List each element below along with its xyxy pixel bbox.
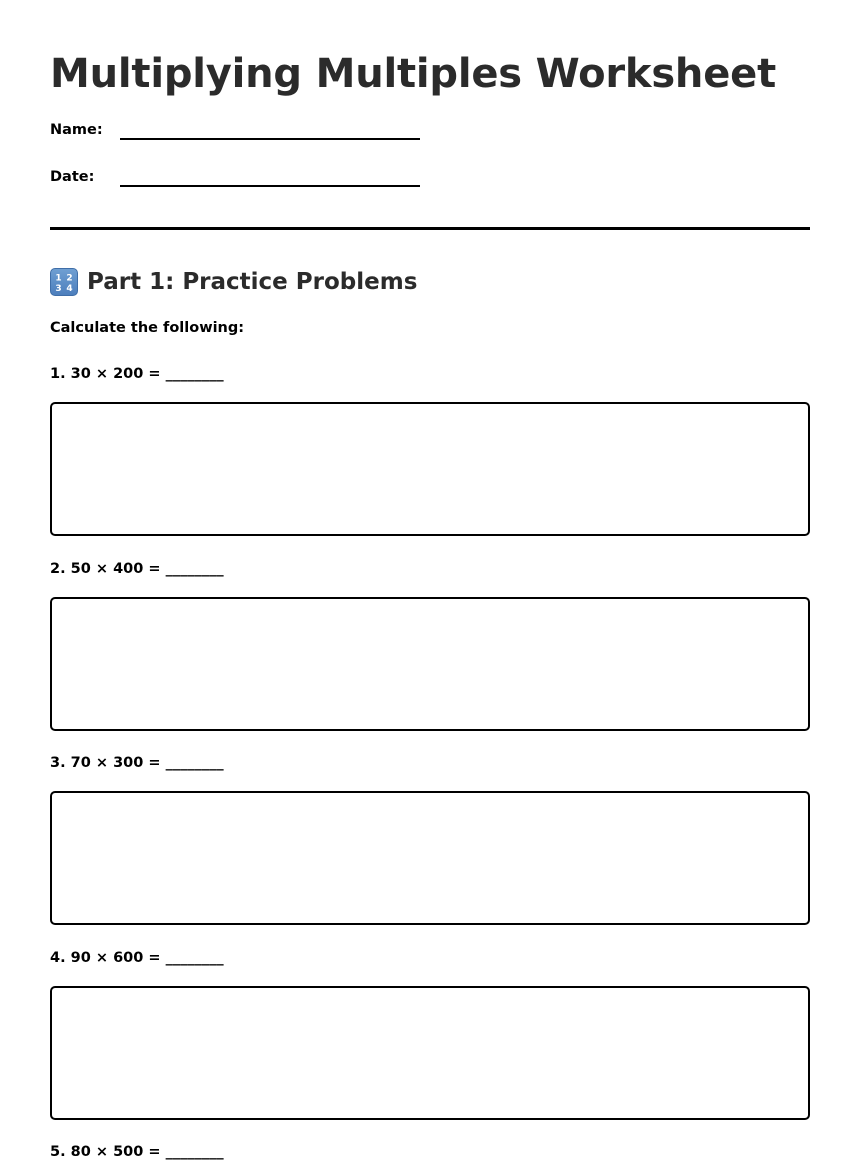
answer-work-box[interactable] [50, 597, 810, 731]
answer-work-box[interactable] [50, 791, 810, 925]
page-title: Multiplying Multiples Worksheet [50, 51, 776, 97]
date-field[interactable] [120, 185, 420, 187]
instructions-text: Calculate the following: [50, 320, 245, 336]
problem-text: 3. 70 × 300 = ________ [50, 755, 224, 771]
svg-text:3: 3 [55, 284, 62, 294]
header-divider [50, 227, 810, 230]
section-heading-label: Part 1: Practice Problems [87, 269, 418, 295]
input-numbers-icon [50, 268, 78, 296]
name-field-row [50, 120, 470, 144]
svg-text:1: 1 [55, 273, 62, 284]
problem-text: 5. 80 × 500 = ________ [50, 1144, 224, 1160]
problem-text: 2. 50 × 400 = ________ [50, 561, 224, 577]
svg-text:4: 4 [66, 284, 73, 294]
problem-text: 1. 30 × 200 = ________ [50, 366, 224, 382]
answer-work-box[interactable] [50, 402, 810, 536]
section-heading-part-1 [50, 266, 417, 298]
svg-text:2: 2 [66, 273, 73, 284]
date-field-row [50, 167, 470, 191]
date-label: Date: [50, 169, 95, 185]
name-label: Name: [50, 122, 103, 138]
name-field[interactable] [120, 138, 420, 140]
answer-work-box[interactable] [50, 986, 810, 1120]
problem-text: 4. 90 × 600 = ________ [50, 950, 224, 966]
